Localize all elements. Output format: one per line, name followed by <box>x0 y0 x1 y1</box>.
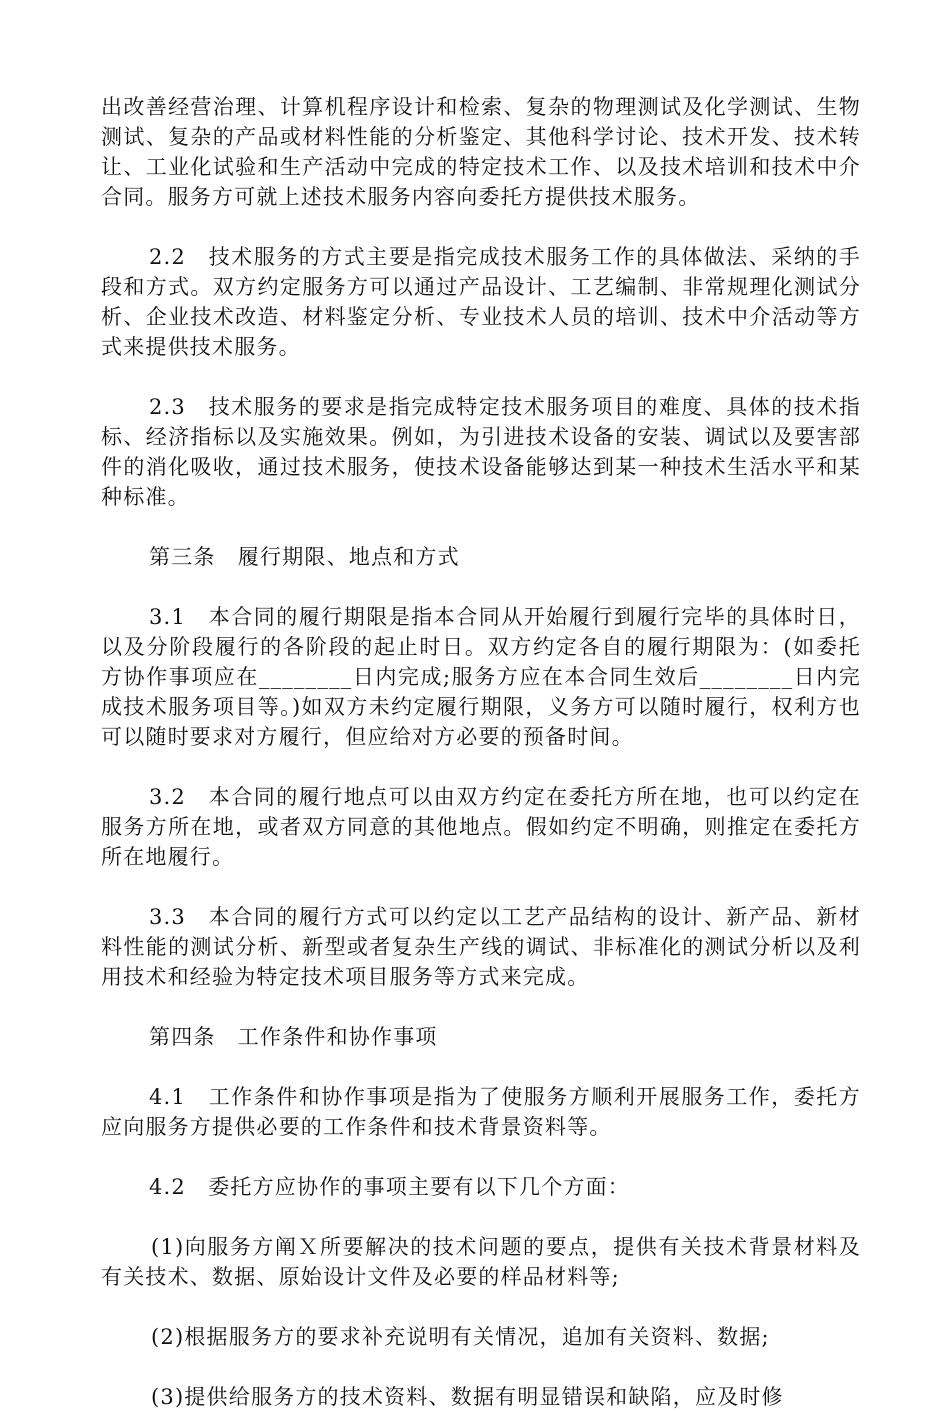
paragraph-gap <box>101 1352 861 1382</box>
paragraph-4-1: 4.1 工作条件和协作事项是指为了使服务方顺利开展服务工作，委托方应向服务方提供必要的工作条件和技术背景资料等。 <box>101 1085 861 1139</box>
paragraph-gap <box>101 572 861 602</box>
paragraph-3-1: 3.1 本合同的履行期限是指本合同从开始履行到履行完毕的具体时日，以及分阶段履行的各阶段的起止时日。双方约定各自的履行期限为：(如委托方协作事项应在________日内完成;服务方应在本合同生效后________日内完成技术服务项目等。)如双方未约定履行期限，义务方可以随时履行，权利方也可以随时要求对方履行，但应给对方必要的预备时间。 <box>101 605 861 749</box>
paragraph-4-2: 4.2 委托方应协作的事项主要有以下几个方面： <box>149 1175 630 1199</box>
paragraph-gap <box>101 512 861 542</box>
paragraph-gap <box>101 992 861 1022</box>
list-item-2: (2)根据服务方的要求补充说明有关情况，追加有关资料、数据; <box>151 1325 770 1349</box>
paragraph-gap <box>101 1142 861 1172</box>
section-heading-article-3: 第三条 履行期限、地点和方式 <box>149 545 460 569</box>
list-item-1: (1)向服务方阐Ｘ所要解决的技术问题的要点，提供有关技术背景材料及有关技术、数据、原始设计文件及必要的样品材料等; <box>101 1235 861 1289</box>
paragraph-gap <box>101 872 861 902</box>
paragraph-gap <box>101 1202 861 1232</box>
paragraph-scope-continued: 出改善经营治理、计算机程序设计和检索、复杂的物理测试及化学测试、生物测试、复杂的产品或材料性能的分析鉴定、其他科学讨论、技术开发、技术转让、工业化试验和生产活动中完成的特定技术工作、以及技术培训和技术中介合同。服务方可就上述技术服务内容向委托方提供技术服务。 <box>101 95 861 209</box>
paragraph-gap <box>101 362 861 392</box>
document-page <box>101 92 861 1412</box>
paragraph-gap <box>101 1052 861 1082</box>
paragraph-gap <box>101 752 861 782</box>
list-item-3: (3)提供给服务方的技术资料、数据有明显错误和缺陷，应及时修 <box>151 1385 784 1409</box>
paragraph-gap <box>101 1292 861 1322</box>
paragraph-2-3: 2.3 技术服务的要求是指完成特定技术服务项目的难度、具体的技术指标、经济指标以及实施效果。例如，为引进技术设备的安装、调试以及要害部件的消化吸收，通过技术服务，使技术设备能够达到某一种技术生活水平和某种标准。 <box>101 395 861 509</box>
section-heading-article-4: 第四条 工作条件和协作事项 <box>149 1025 438 1049</box>
paragraph-2-2: 2.2 技术服务的方式主要是指完成技术服务工作的具体做法、采纳的手段和方式。双方约定服务方可以通过产品设计、工艺编制、非常规理化测试分析、企业技术改造、材料鉴定分析、专业技术人员的培训、技术中介活动等方式来提供技术服务。 <box>101 245 861 359</box>
paragraph-3-3: 3.3 本合同的履行方式可以约定以工艺产品结构的设计、新产品、新材料性能的测试分析、新型或者复杂生产线的调试、非标准化的测试分析以及利用技术和经验为特定技术项目服务等方式来完成。 <box>101 905 861 989</box>
paragraph-3-2: 3.2 本合同的履行地点可以由双方约定在委托方所在地，也可以约定在服务方所在地，或者双方同意的其他地点。假如约定不明确，则推定在委托方所在地履行。 <box>101 785 861 869</box>
paragraph-gap <box>101 212 861 242</box>
